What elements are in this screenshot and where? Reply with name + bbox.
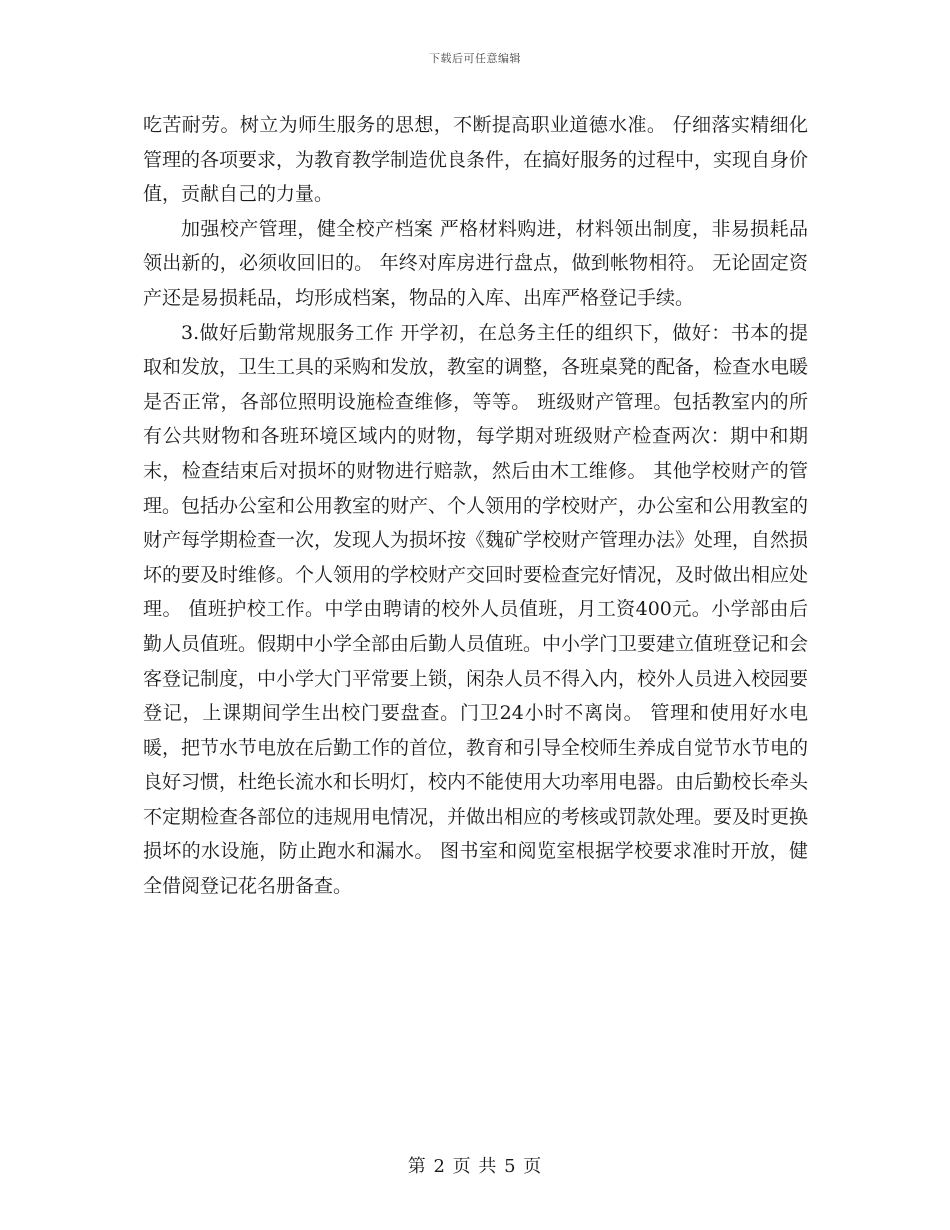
page-number: 第 2 页 共 5 页	[407, 1156, 543, 1177]
paragraph-continuation: 吃苦耐劳。树立为师生服务的思想，不断提高职业道德水准。 仔细落实精细化管理的各项要求，为教育教学制造优良条件，在搞好服务的过程中，实现自身价值，贡献自己的力量。	[143, 114, 809, 206]
paragraph-asset-management: 加强校产管理，健全校产档案 严格材料购进，材料领出制度，非易损耗品领出新的，必须收回旧的。 年终对库房进行盘点，做到帐物相符。 无论固定资产还是易损耗品，均形成档案，物品的入库、出库严格登记手续。	[143, 217, 808, 309]
document-body	[143, 108, 808, 904]
page-header: 下载后可任意编辑	[429, 52, 521, 65]
paragraph-routine-services: 3.做好后勤常规服务工作 开学初，在总务主任的组织下，做好：书本的提取和发放，卫生工具的采购和发放，教室的调整，各班桌凳的配备，检查水电暖是否正常，各部位照明设施检查维修，等等。 班级财产管理。包括教室内的所有公共财物和各班环境区域内的财物，每学期对班级财产检查两次：期中和期末，检查结束后对损坏的财物进行赔款，然后由木工维修。 其他学校财产的管理。包括办公室和公用教室的财产、个人领用的学校财产，办公室和公用教室的财产每学期检查一次，发现人为损坏按《魏矿学校财产管理办法》处理，自然损坏的要及时维修。个人领用的学校财产交回时要检查完好情况，及时做出相应处理。 值班护校工作。中学由聘请的校外人员值班，月工资400元。小学部由后勤人员值班。假期中小学全部由后勤人员值班。中小学门卫要建立值班登记和会客登记制度，中小学大门平常要上锁，闲杂人员不得入内，校外人员进入校园要登记，上课期间学生出校门要盘查。门卫24小时不离岗。 管理和使用好水电暖，把节水节电放在后勤工作的首位，教育和引导全校师生养成自觉节水节电的良好习惯，杜绝长流水和长明灯，校内不能使用大功率用电器。由后勤校长牵头不定期检查各部位的违规用电情况，并做出相应的考核或罚款处理。要及时更换损坏的水设施，防止跑水和漏水。 图书室和阅览室根据学校要求准时开放，健全借阅登记花名册备查。	[143, 321, 809, 898]
